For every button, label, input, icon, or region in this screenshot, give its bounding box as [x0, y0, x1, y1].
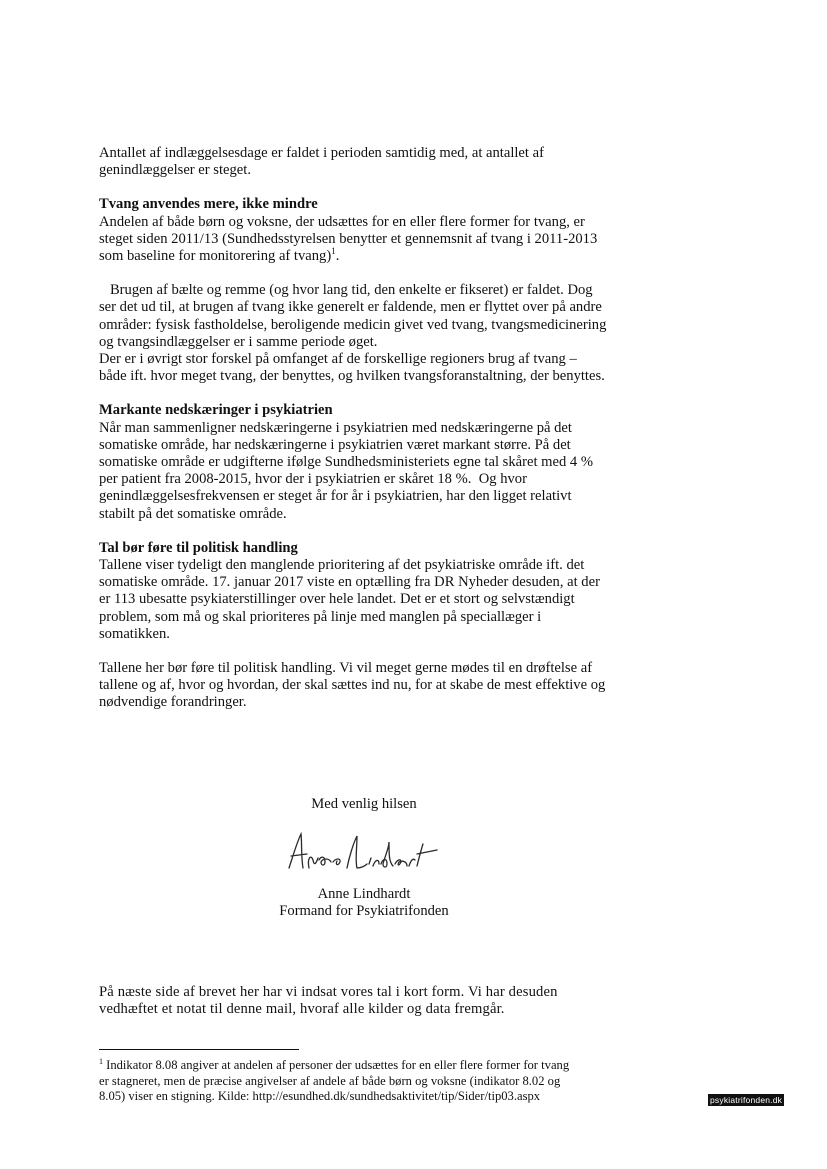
paragraph-restraints	[99, 282, 644, 385]
text-line: Tallene viser tydeligt den manglende prioritering af det psykiatriske område ift. det	[99, 557, 585, 574]
text-line: vedhæftet et notat til denne mail, hvoraf alle kilder og data fremgår.	[99, 1001, 505, 1018]
footnote-marker: 1	[99, 1056, 103, 1066]
text-line: tallene og af, hvor og hvordan, der skal sættes ind nu, for at skabe de mest effektive og	[99, 677, 606, 694]
paragraph-cuts	[99, 420, 644, 523]
text-fragment: .	[335, 248, 340, 265]
text-line: per patient fra 2008-2015, hvor der i psykiatrien er skåret 18 %. Og hvor	[99, 471, 527, 488]
text-line: stabilt på det somatiske område.	[99, 505, 287, 522]
footnote-reference: 1	[331, 246, 336, 257]
text-fragment: Indikator 8.08 angiver at andelen af personer der udsættes for en eller flere former for tvang	[103, 1058, 570, 1072]
text-line: ser det ud til, at brugen af tvang ikke generelt er faldende, men er flyttet over på andre	[99, 299, 602, 316]
text-line: både ift. hvor meget tvang, der benyttes, og hvilken tvangsforanstaltning, der benyttes.	[99, 368, 605, 385]
text-line: områder: fysisk fastholdelse, beroligende medicin givet ved tvang, tvangsmedicinering	[99, 316, 607, 333]
paragraph-request	[99, 660, 644, 712]
text-line: somatikken.	[99, 625, 170, 642]
attachment-note	[99, 984, 659, 1018]
heading-political-action: Tal bør føre til politisk handling	[99, 539, 298, 556]
text-line: er 113 ubesatte psykiaterstillinger over hele landet. Det er et stort og selvstændigt	[99, 591, 575, 608]
paragraph-admissions	[99, 145, 644, 179]
signature-image	[283, 828, 445, 878]
footnote-line	[99, 1058, 619, 1074]
text-line: somatiske område er udgifterne ifølge Sundhedsministeriets egne tal skåret med 4 %	[99, 454, 594, 471]
footnote-separator	[99, 1049, 299, 1050]
signatory-name: Anne Lindhardt	[317, 886, 411, 902]
text-line: problem, som må og skal prioriteres på linje med manglen på speciallæger i	[99, 608, 542, 625]
text-line: steget siden 2011/13 (Sundhedsstyrelsen benytter et gennemsnit af tvang i 2011-2013	[99, 230, 598, 247]
text-line: genindlæggelser er steget.	[99, 162, 251, 179]
text-line: Der er i øvrigt stor forskel på omfanget af de forskellige regioners brug af tvang –	[99, 351, 577, 368]
footnote-line: 8.05) viser en stigning. Kilde: http://esundhed.dk/sundhedsaktivitet/tip/Sider/tip03.aspx	[99, 1089, 541, 1103]
text-line: og tvangsindlæggelser er i samme periode øget.	[99, 333, 378, 350]
text-line: På næste side af brevet her har vi indsat vores tal i kort form. Vi har desuden	[99, 984, 558, 1000]
text-line: somatiske område. 17. januar 2017 viste en optælling fra DR Nyheder desuden, at der	[99, 574, 600, 591]
watermark-label: psykiatrifonden.dk	[710, 1095, 783, 1105]
paragraph-numbers	[99, 557, 644, 643]
signatory-title: Formand for Psykiatrifonden	[279, 903, 449, 919]
paragraph-coercion	[99, 214, 644, 266]
text-line: somatiske område, har nedskæringerne i psykiatrien været markant større. På det	[99, 436, 571, 453]
text-fragment: som baseline for monitorering af tvang)	[99, 248, 332, 265]
footnote-line: er stagneret, men de præcise angivelser af andele af både børn og voksne (indikator 8.02 og	[99, 1073, 561, 1088]
heading-cuts: Markante nedskæringer i psykiatrien	[99, 402, 333, 419]
text-line: genindlæggelsesfrekvensen er steget år for år i psykiatrien, har den ligget relativt	[99, 488, 572, 505]
text-line: Andelen af både børn og voksne, der udsættes for en eller flere former for tvang, er	[99, 213, 585, 230]
text-line: Brugen af bælte og remme (og hvor lang tid, den enkelte er fikseret) er faldet. Dog	[99, 282, 593, 299]
text-line: Tallene her bør føre til politisk handling. Vi vil meget gerne mødes til en drøftelse af	[99, 660, 593, 677]
text-line: Når man sammenligner nedskæringerne i psykiatrien med nedskæringerne på det	[99, 419, 572, 436]
text-line: Antallet af indlæggelsesdage er faldet i perioden samtidig med, at antallet af	[99, 145, 544, 161]
footnote	[99, 1058, 619, 1105]
closing-greeting: Med venlig hilsen	[311, 796, 417, 812]
heading-coercion: Tvang anvendes mere, ikke mindre	[99, 196, 318, 213]
text-line: nødvendige forandringer.	[99, 694, 247, 711]
letter-body	[99, 145, 644, 712]
text-line	[99, 248, 644, 265]
